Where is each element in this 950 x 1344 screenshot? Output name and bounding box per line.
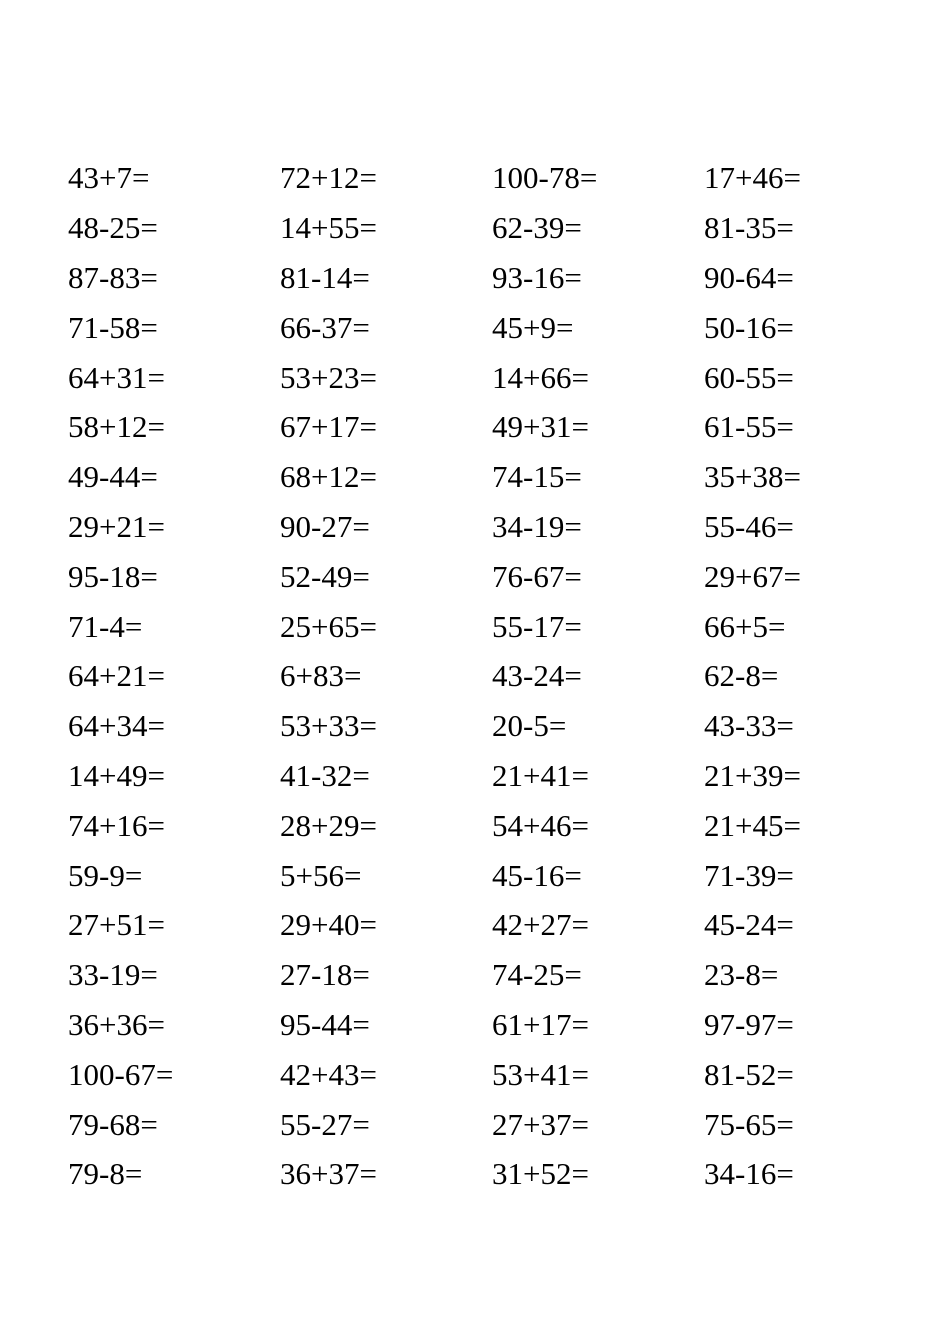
math-problem: 6+83= <box>280 658 362 694</box>
math-problem: 64+34= <box>68 708 165 744</box>
math-problem: 21+45= <box>704 807 801 843</box>
worksheet-row <box>68 452 928 502</box>
math-problem: 43-24= <box>492 658 582 694</box>
math-problem: 42+27= <box>492 907 589 943</box>
math-problem: 29+40= <box>280 907 377 943</box>
math-problem: 20-5= <box>492 708 567 744</box>
worksheet-row <box>68 900 928 950</box>
math-problem: 55-27= <box>280 1106 370 1142</box>
math-problem: 62-39= <box>492 210 582 246</box>
worksheet-row <box>68 850 928 900</box>
math-problem: 64+31= <box>68 359 165 395</box>
worksheet-row <box>68 950 928 1000</box>
math-problem: 54+46= <box>492 807 589 843</box>
math-problem: 14+49= <box>68 757 165 793</box>
math-problem: 45-24= <box>704 907 794 943</box>
math-problem: 28+29= <box>280 807 377 843</box>
math-problem: 45+9= <box>492 309 574 345</box>
math-problem: 34-16= <box>704 1156 794 1192</box>
arithmetic-worksheet <box>68 153 928 1199</box>
worksheet-row <box>68 502 928 552</box>
math-problem: 21+39= <box>704 757 801 793</box>
math-problem: 62-8= <box>704 658 779 694</box>
math-problem: 60-55= <box>704 359 794 395</box>
math-problem: 55-17= <box>492 608 582 644</box>
math-problem: 43+7= <box>68 160 150 196</box>
math-problem: 90-64= <box>704 259 794 295</box>
worksheet-row <box>68 1049 928 1099</box>
math-problem: 41-32= <box>280 757 370 793</box>
worksheet-row <box>68 1000 928 1050</box>
worksheet-row <box>68 402 928 452</box>
math-problem: 74+16= <box>68 807 165 843</box>
math-problem: 36+37= <box>280 1156 377 1192</box>
math-problem: 87-83= <box>68 259 158 295</box>
math-problem: 61+17= <box>492 1006 589 1042</box>
worksheet-row <box>68 203 928 253</box>
math-problem: 58+12= <box>68 409 165 445</box>
math-problem: 14+66= <box>492 359 589 395</box>
math-problem: 74-25= <box>492 957 582 993</box>
math-problem: 71-39= <box>704 857 794 893</box>
math-problem: 100-78= <box>492 160 598 196</box>
math-problem: 95-18= <box>68 558 158 594</box>
math-problem: 95-44= <box>280 1006 370 1042</box>
math-problem: 81-35= <box>704 210 794 246</box>
math-problem: 93-16= <box>492 259 582 295</box>
math-problem: 67+17= <box>280 409 377 445</box>
math-problem: 59-9= <box>68 857 143 893</box>
math-problem: 68+12= <box>280 459 377 495</box>
math-problem: 90-27= <box>280 508 370 544</box>
math-problem: 61-55= <box>704 409 794 445</box>
math-problem: 100-67= <box>68 1056 174 1092</box>
math-problem: 97-97= <box>704 1006 794 1042</box>
worksheet-row <box>68 1099 928 1149</box>
math-problem: 33-19= <box>68 957 158 993</box>
math-problem: 81-52= <box>704 1056 794 1092</box>
math-problem: 49-44= <box>68 459 158 495</box>
worksheet-row <box>68 751 928 801</box>
math-problem: 53+23= <box>280 359 377 395</box>
math-problem: 31+52= <box>492 1156 589 1192</box>
worksheet-row <box>68 701 928 751</box>
math-problem: 53+41= <box>492 1056 589 1092</box>
math-problem: 34-19= <box>492 508 582 544</box>
math-problem: 23-8= <box>704 957 779 993</box>
math-problem: 76-67= <box>492 558 582 594</box>
worksheet-row <box>68 153 928 203</box>
math-problem: 45-16= <box>492 857 582 893</box>
math-problem: 66+5= <box>704 608 786 644</box>
worksheet-row <box>68 800 928 850</box>
math-problem: 5+56= <box>280 857 362 893</box>
math-problem: 27-18= <box>280 957 370 993</box>
math-problem: 35+38= <box>704 459 801 495</box>
math-problem: 72+12= <box>280 160 377 196</box>
math-problem: 52-49= <box>280 558 370 594</box>
math-problem: 81-14= <box>280 259 370 295</box>
math-problem: 53+33= <box>280 708 377 744</box>
math-problem: 14+55= <box>280 210 377 246</box>
math-problem: 36+36= <box>68 1006 165 1042</box>
math-problem: 29+21= <box>68 508 165 544</box>
math-problem: 75-65= <box>704 1106 794 1142</box>
math-problem: 66-37= <box>280 309 370 345</box>
math-problem: 71-58= <box>68 309 158 345</box>
math-problem: 42+43= <box>280 1056 377 1092</box>
math-problem: 48-25= <box>68 210 158 246</box>
math-problem: 64+21= <box>68 658 165 694</box>
worksheet-row <box>68 352 928 402</box>
math-problem: 27+51= <box>68 907 165 943</box>
math-problem: 50-16= <box>704 309 794 345</box>
math-problem: 71-4= <box>68 608 143 644</box>
math-problem: 79-68= <box>68 1106 158 1142</box>
math-problem: 74-15= <box>492 459 582 495</box>
math-problem: 79-8= <box>68 1156 143 1192</box>
math-problem: 55-46= <box>704 508 794 544</box>
worksheet-row <box>68 551 928 601</box>
math-problem: 25+65= <box>280 608 377 644</box>
math-problem: 43-33= <box>704 708 794 744</box>
math-problem: 27+37= <box>492 1106 589 1142</box>
math-problem: 21+41= <box>492 757 589 793</box>
math-problem: 17+46= <box>704 160 801 196</box>
worksheet-row <box>68 1149 928 1199</box>
worksheet-row <box>68 651 928 701</box>
math-problem: 29+67= <box>704 558 801 594</box>
worksheet-row <box>68 302 928 352</box>
math-problem: 49+31= <box>492 409 589 445</box>
worksheet-row <box>68 253 928 303</box>
worksheet-row <box>68 601 928 651</box>
